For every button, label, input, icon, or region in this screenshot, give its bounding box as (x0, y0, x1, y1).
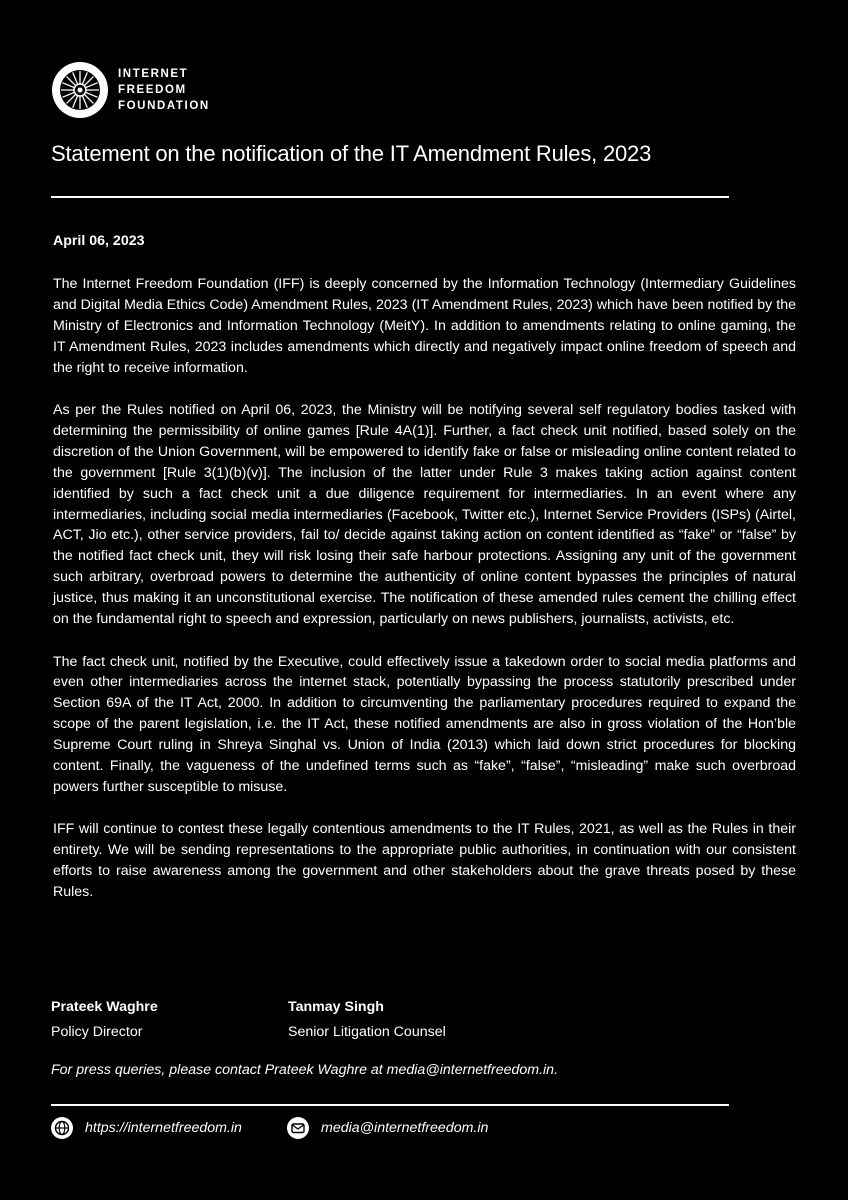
footer-divider (51, 1104, 729, 1106)
iff-logo (50, 60, 210, 120)
title-divider (51, 196, 729, 198)
body-paragraph-4: IFF will continue to contest these legally contentious amendments to the IT Rules, 2021, as well as the Rules in their entirety. We will be sending representations to the appropriate public authorities, in continuation with our consistent efforts to raise awareness among the government and other stakeholders about the grave threats posed by these Rules. (53, 821, 796, 901)
document-title: Statement on the notification of the IT Amendment Rules, 2023 (51, 141, 652, 166)
globe-icon (51, 1117, 73, 1139)
org-name (118, 66, 210, 114)
website-link[interactable]: https://internetfreedom.in (85, 1120, 242, 1136)
email-contact[interactable] (287, 1117, 488, 1139)
mail-icon (287, 1117, 309, 1139)
statement-body (53, 274, 796, 924)
chakra-logo-icon (50, 60, 110, 120)
statement-date: April 06, 2023 (53, 233, 145, 249)
email-link[interactable]: media@internetfreedom.in (321, 1120, 489, 1136)
signatory-role: Policy Director (51, 1024, 143, 1040)
signatory-name: Prateek Waghre (51, 999, 158, 1015)
website-contact[interactable] (51, 1117, 242, 1139)
signatory-role: Senior Litigation Counsel (288, 1024, 446, 1040)
press-note: For press queries, please contact Prateek Waghre at media@internetfreedom.in. (51, 1062, 559, 1078)
signatory-2 (288, 995, 446, 1045)
body-paragraph-1: The Internet Freedom Foundation (IFF) is deeply concerned by the Information Technology (Intermediary Guidelines and Digital Media Ethics Code) Amendment Rules, 2023 (IT Amendment Rules, 2023) which have been notified by the Ministry of Electronics and Information Technology (MeitY). In addition to amendments relating to online gaming, the IT Amendment Rules, 2023 includes amendments which directly and negatively impact online freedom of speech and the right to receive information. (53, 276, 796, 376)
signatory-1 (51, 995, 158, 1045)
body-paragraph-3: The fact check unit, notified by the Executive, could effectively issue a takedown order to social media platforms and even other intermediaries across the internet stack, potentially bypassing the process statutorily prescribed under Section 69A of the IT Act, 2000. In addition to circumventing the parliamentary procedures required to expand the scope of the parent legislation, i.e. the IT Act, these notified amendments are also in gross violation of the Hon’ble Supreme Court ruling in Shreya Singhal vs. Union of India (2013) which laid down strict procedures for blocking content. Finally, the vagueness of the undefined terms such as “fake”, “false”, “misleading” make such overbroad powers further susceptible to misuse. (53, 653, 796, 795)
org-name-line-3: FOUNDATION (118, 100, 210, 112)
signatory-name: Tanmay Singh (288, 999, 384, 1015)
body-paragraph-2: As per the Rules notified on April 06, 2023, the Ministry will be notifying several self regulatory bodies tasked with determining the permissibility of online games [Rule 4A(1)]. Further, a fact check unit notified, based solely on the discretion of the Union Government, will be empowered to identify fake or false or misleading online content related to the government [Rule 3(1)(b)(v)]. The inclusion of the latter under Rule 3 makes taking action against content identified by such a fact check unit a due diligence requirement for intermediaries. In an event where any intermediaries, including social media intermediaries (Facebook, Twitter etc.), Internet Service Providers (ISPs) (Airtel, ACT, Jio etc.), other service providers, fail to/ decide against taking action on content identified as “fake” or “false” by the notified fact check unit, they will risk losing their safe harbour protections. Assigning any unit of the government such arbitrary, overbroad powers to determine the authenticity of online content bypasses the principles of natural justice, thus making it an unconstitutional exercise. The notification of these amended rules cement the chilling effect on the fundamental right to speech and expression, particularly on news publishers, journalists, activists, etc. (53, 402, 796, 628)
org-name-line-2: FREEDOM (118, 84, 187, 96)
org-name-line-1: INTERNET (118, 68, 189, 80)
